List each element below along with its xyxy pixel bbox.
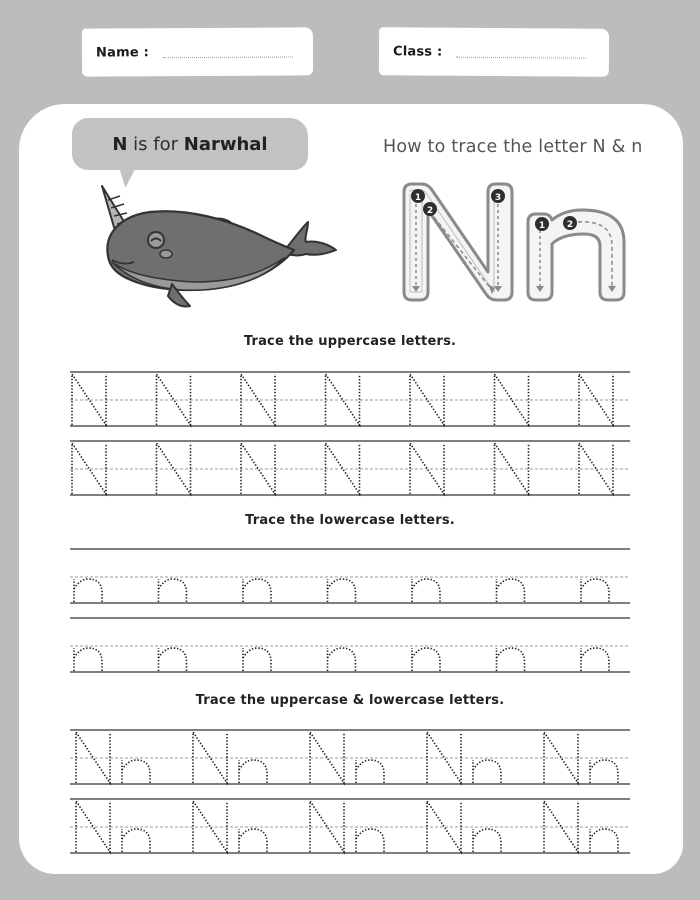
tracing-row-mixed-2	[70, 797, 630, 855]
section-title-uppercase: Trace the uppercase letters.	[243, 334, 457, 349]
svg-text:1: 1	[538, 221, 546, 231]
trace-glyph-n	[159, 648, 187, 671]
trace-glyph-n	[581, 648, 609, 671]
trace-glyph-Nn	[427, 801, 501, 852]
bubble-letter: N	[112, 133, 128, 155]
class-input-line[interactable]	[456, 46, 586, 59]
bubble-middle: is for	[127, 133, 184, 155]
tracing-row-lowercase-1	[70, 547, 630, 605]
trace-glyph-n	[328, 579, 356, 602]
trace-glyph-Nn	[427, 732, 501, 783]
narwhal-illustration	[98, 184, 343, 314]
svg-text:2: 2	[566, 220, 574, 230]
tracing-row-uppercase-1	[70, 370, 630, 428]
name-input-line[interactable]	[163, 46, 293, 59]
tracing-row-uppercase-2	[70, 439, 630, 497]
trace-glyph-n	[328, 648, 356, 671]
trace-glyph-n	[159, 579, 187, 602]
tracing-guide-diagram	[398, 180, 628, 305]
tracing-row-lowercase-2	[70, 616, 630, 674]
trace-glyph-n	[412, 648, 440, 671]
tracing-row-mixed-1	[70, 728, 630, 786]
trace-glyph-n	[243, 579, 271, 602]
trace-glyph-n	[581, 579, 609, 602]
name-label: Name :	[95, 44, 149, 61]
svg-text:1: 1	[414, 193, 422, 203]
trace-glyph-n	[74, 579, 102, 602]
section-title-lowercase: Trace the lowercase letters.	[245, 513, 455, 528]
trace-glyph-n	[74, 648, 102, 671]
trace-glyph-n	[243, 648, 271, 671]
trace-glyph-n	[412, 579, 440, 602]
section-title-mixed: Trace the uppercase & lowercase letters.	[195, 693, 505, 708]
class-field-box[interactable]	[379, 27, 609, 77]
trace-glyph-n	[497, 648, 525, 671]
trace-glyph-n	[497, 579, 525, 602]
speech-bubble	[72, 118, 308, 170]
svg-text:2: 2	[426, 206, 434, 216]
class-label: Class :	[392, 43, 443, 60]
name-field-box[interactable]	[82, 27, 313, 76]
svg-text:3: 3	[494, 193, 502, 203]
howto-title: How to trace the letter N & n	[383, 137, 643, 157]
bubble-word: Narwhal	[183, 133, 268, 155]
